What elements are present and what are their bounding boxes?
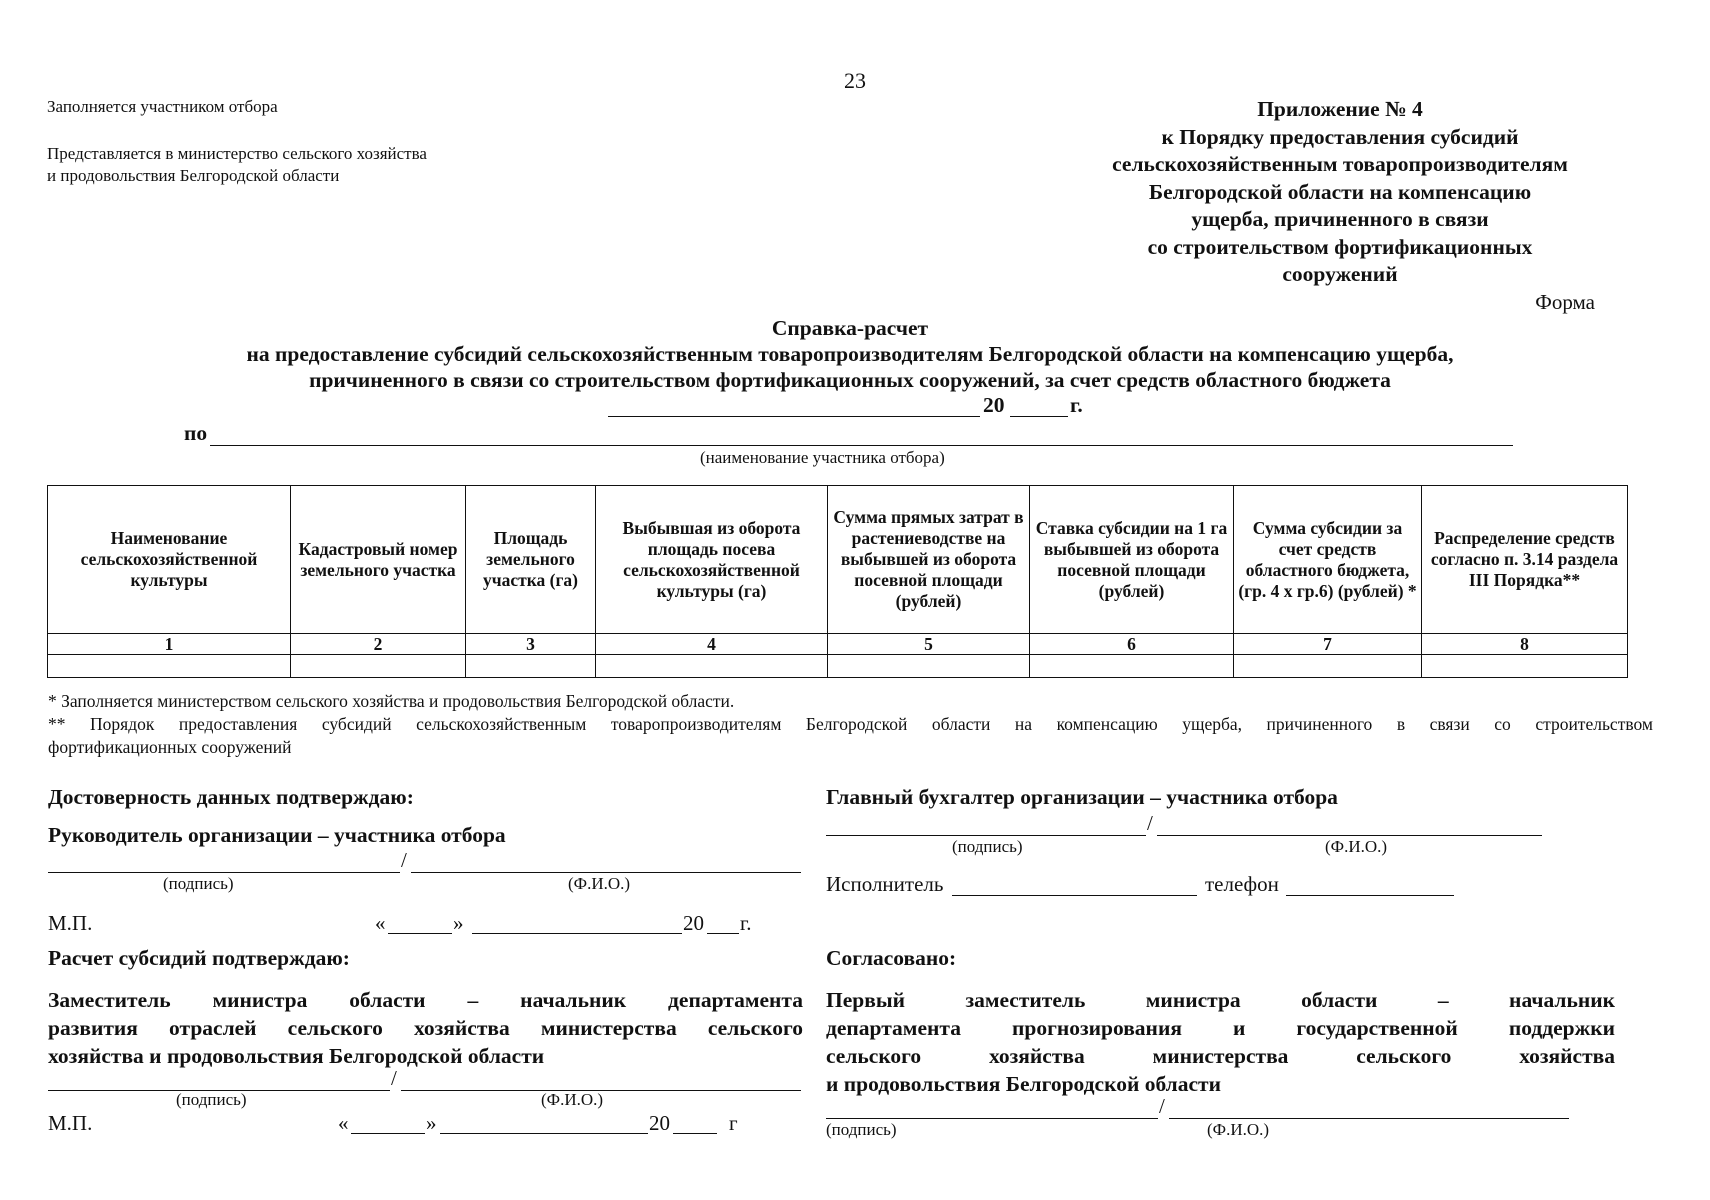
appendix-line-7: сооружений xyxy=(1282,262,1398,286)
signature-caption: (подпись) xyxy=(176,1090,247,1109)
day-blank-line[interactable] xyxy=(388,933,452,934)
deputy-line-1: Заместитель министра области – начальник департамента xyxy=(48,988,803,1012)
document-title: Справка-расчет xyxy=(771,316,929,340)
signature-caption: (подпись) xyxy=(826,1120,897,1139)
signature-caption: (подпись) xyxy=(163,874,234,893)
first-deputy-fio-line[interactable] xyxy=(1169,1118,1569,1119)
header-crop-name: Наименование сельскохозяйственной культуры xyxy=(48,486,291,634)
head-signature-line[interactable] xyxy=(48,872,400,873)
year-blank-line[interactable] xyxy=(1010,416,1068,417)
slash: / xyxy=(401,848,407,872)
first-deputy-signature-line[interactable] xyxy=(826,1118,1158,1119)
head-fio-line[interactable] xyxy=(411,872,801,873)
year-20: 20 xyxy=(683,911,704,935)
footnote-1: * Заполняется министерством сельского хозяйства и продовольствия Белгородской области. xyxy=(48,691,735,711)
agreed-heading: Согласовано: xyxy=(826,946,957,970)
column-number: 1 xyxy=(48,634,291,655)
header-direct-costs: Сумма прямых затрат в растениеводстве на выбывшей из оборота посевной площади (рублей) xyxy=(828,486,1030,634)
subtitle-line-2: причиненного в связи со строительством фортификационных сооружений, за счет средств областного бюджета xyxy=(309,368,1391,392)
table-cell[interactable] xyxy=(48,655,291,678)
accountant-signature-line[interactable] xyxy=(826,835,1146,836)
table-header-row xyxy=(48,486,1628,634)
subtitle-line-1: на предоставление субсидий сельскохозяйственным товаропроизводителям Белгородской области на компенсацию ущерба, xyxy=(246,342,1454,366)
header-land-area: Площадь земельного участка (га) xyxy=(466,486,596,634)
column-number: 2 xyxy=(291,634,466,655)
first-deputy-line-4: и продовольствия Белгородской области xyxy=(826,1072,1221,1096)
po-label: по xyxy=(184,421,208,445)
first-deputy-line-1: Первый заместитель министра области – начальник xyxy=(826,988,1615,1012)
fio-caption: (Ф.И.О.) xyxy=(1325,837,1388,856)
year-20: 20 xyxy=(649,1111,670,1135)
column-number: 5 xyxy=(828,634,1030,655)
year-suffix: г. xyxy=(1070,393,1083,417)
footnote-2-line-2: фортификационных сооружений xyxy=(48,737,292,757)
slash: / xyxy=(391,1066,397,1090)
head-title: Руководитель организации – участника отбора xyxy=(48,823,506,847)
column-number: 4 xyxy=(596,634,828,655)
participant-name-line[interactable] xyxy=(210,445,1513,446)
appendix-line-4: Белгородской области на компенсацию xyxy=(1148,179,1532,204)
header-withdrawn-area: Выбывшая из оборота площадь посева сельскохозяйственной культуры (га) xyxy=(596,486,828,634)
fio-caption: (Ф.И.О.) xyxy=(1207,1120,1270,1139)
year-g: г xyxy=(729,1111,738,1135)
document-subtitle xyxy=(0,341,1700,393)
page-number: 23 xyxy=(844,68,866,93)
first-deputy-line-3: сельского хозяйства министерства сельского хозяйства xyxy=(826,1044,1615,1068)
submitted-line-2: и продовольствия Белгородской области xyxy=(47,166,340,185)
first-deputy-title xyxy=(826,986,1615,1098)
year-g: г. xyxy=(740,911,752,935)
appendix-line-5: ущерба, причиненного в связи xyxy=(1191,207,1489,231)
appendix-line-2: к Порядку предоставления субсидий xyxy=(1161,124,1519,149)
seal-label: М.П. xyxy=(48,911,93,935)
quote-open: « xyxy=(338,1111,349,1135)
accountant-fio-line[interactable] xyxy=(1157,835,1542,836)
table-cell[interactable] xyxy=(291,655,466,678)
table-cell[interactable] xyxy=(828,655,1030,678)
participant-name-caption: (наименование участника отбора) xyxy=(700,448,945,467)
deputy-line-3: хозяйства и продовольствия Белгородской области xyxy=(48,1044,545,1068)
quote-close: » xyxy=(453,911,464,935)
column-number: 7 xyxy=(1234,634,1422,655)
fio-caption: (Ф.И.О.) xyxy=(541,1090,604,1109)
year-prefix: 20 xyxy=(983,393,1005,417)
footnote-2-line-1: ** Порядок предоставления субсидий сельскохозяйственным товаропроизводителям Белгородской области на компенсацию ущерба, причиненного в связи со строительством xyxy=(48,714,1653,734)
appendix-line-6: со строительством фортификационных xyxy=(1147,234,1533,259)
table-cell[interactable] xyxy=(1234,655,1422,678)
column-number: 3 xyxy=(466,634,596,655)
appendix-block xyxy=(1040,96,1640,289)
confirm-calc-heading: Расчет субсидий подтверждаю: xyxy=(48,946,350,970)
filled-by-note: Заполняется участником отбора xyxy=(47,97,278,116)
table-cell[interactable] xyxy=(466,655,596,678)
chief-accountant-title: Главный бухгалтер организации – участника отбора xyxy=(826,785,1338,809)
appendix-line-3: сельскохозяйственным товаропроизводителям xyxy=(1112,152,1568,176)
month-blank-line[interactable] xyxy=(440,1133,648,1134)
seal-label: М.П. xyxy=(48,1111,93,1135)
calculation-table xyxy=(47,485,1628,678)
column-number: 8 xyxy=(1422,634,1628,655)
slash: / xyxy=(1147,811,1153,835)
first-deputy-line-2: департамента прогнозирования и государственной поддержки xyxy=(826,1016,1615,1040)
phone-label: телефон xyxy=(1205,872,1279,896)
year-blank-line[interactable] xyxy=(673,1133,717,1134)
date-blank-line[interactable] xyxy=(608,416,980,417)
quote-close: » xyxy=(426,1111,437,1135)
header-distribution: Распределение средств согласно п. 3.14 раздела III Порядка** xyxy=(1422,486,1628,634)
header-cadastral-number: Кадастровый номер земельного участка xyxy=(291,486,466,634)
deputy-title xyxy=(48,986,803,1070)
appendix-number: Приложение № 4 xyxy=(1257,97,1423,121)
fio-caption: (Ф.И.О.) xyxy=(568,874,631,893)
table-row xyxy=(48,655,1628,678)
quote-open: « xyxy=(375,911,386,935)
table-cell[interactable] xyxy=(1422,655,1628,678)
column-number: 6 xyxy=(1030,634,1234,655)
table-cell[interactable] xyxy=(596,655,828,678)
header-subsidy-amount: Сумма субсидии за счет средств областного бюджета, (гр. 4 x гр.6) (рублей) * xyxy=(1234,486,1422,634)
year-blank-line[interactable] xyxy=(707,933,739,934)
executor-line[interactable] xyxy=(952,895,1197,896)
slash: / xyxy=(1159,1094,1165,1118)
day-blank-line[interactable] xyxy=(351,1133,425,1134)
confirm-data-heading: Достоверность данных подтверждаю: xyxy=(48,785,414,809)
header-subsidy-rate: Ставка субсидии на 1 га выбывшей из оборота посевной площади (рублей) xyxy=(1030,486,1234,634)
submitted-line-1: Представляется в министерство сельского хозяйства xyxy=(47,144,427,163)
table-column-numbers-row xyxy=(48,634,1628,655)
table-cell[interactable] xyxy=(1030,655,1234,678)
month-blank-line[interactable] xyxy=(472,933,682,934)
deputy-line-2: развития отраслей сельского хозяйства министерства сельского xyxy=(48,1016,803,1040)
phone-line[interactable] xyxy=(1286,895,1454,896)
executor-label: Исполнитель xyxy=(826,872,944,896)
form-label: Форма xyxy=(1535,290,1595,314)
signature-caption: (подпись) xyxy=(952,837,1023,856)
submitted-to-note xyxy=(47,143,427,187)
